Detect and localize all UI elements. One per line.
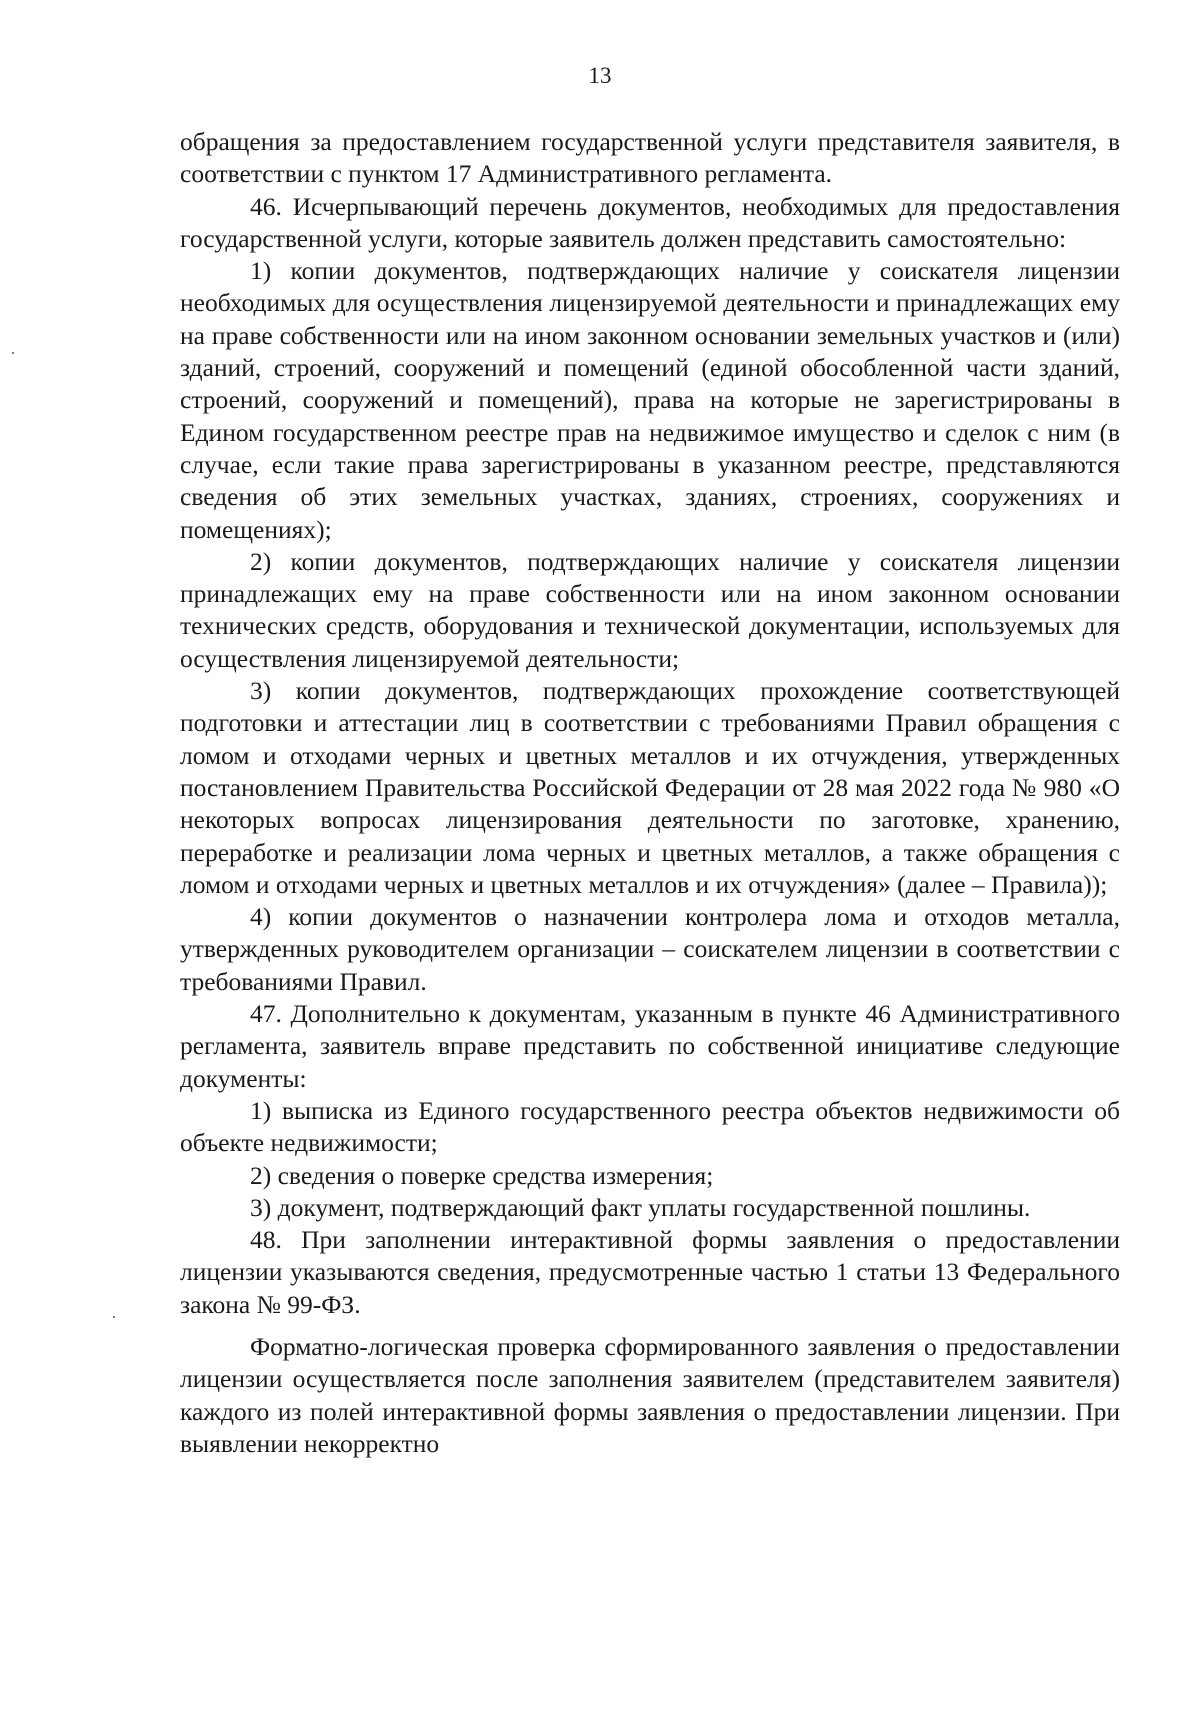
scan-speck [113, 1316, 115, 1318]
list-item-47-3: 3) документ, подтверждающий факт уплаты государственной пошлины. [250, 1192, 1031, 1222]
list-item-47-2: 2) сведения о поверке средства измерения; [250, 1160, 714, 1190]
paragraph-continuation: обращения за предоставлением государственной услуги представителя заявителя, в соответствии с пунктом 17 Административного регламента. [180, 127, 1120, 189]
paragraph-format-check: Форматно-логическая проверка сформированного заявления о предоставлении лицензии осуществляется после заполнения заявителем (представителем заявителя) каждого из полей интерактивной формы заявления о предоставлении лицензии. При выявлении некорректно [180, 1331, 1120, 1458]
paragraph-48: 48. При заполнении интерактивной формы заявления о предоставлении лицензии указываются сведения, предусмотренные частью 1 статьи 13 Федерального закона № 99-ФЗ. [180, 1225, 1120, 1319]
list-item-46-4: 4) копии документов о назначении контролера лома и отходов металла, утвержденных руководителем организации – соискателем лицензии в соответствии с требованиями Правил. [180, 902, 1120, 996]
list-item-46-1: 1) копии документов, подтверждающих наличие у соискателя лицензии необходимых для осуществления лицензируемой деятельности и принадлежащих ему на праве собственности или на ином законном основании земельных участков и (или) зданий, строений, сооружений и помещений (единой обособленной части зданий, строений, сооружений и помещений), права на которые не зарегистрированы в Едином государственном реестре прав на недвижимое имущество и сделок с ним (в случае, если такие права зарегистрированы в указанном реестре, представляются сведения об этих земельных участках, зданиях, строениях, сооружениях и помещениях); [180, 256, 1120, 544]
page-number: 13 [588, 63, 612, 88]
list-item-46-3: 3) копии документов, подтверждающих прохождение соответствующей подготовки и аттестации лиц в соответствии с требованиями Правил обращения с ломом и отходами черных и цветных металлов и их отчуждения, утвержденных постановлением Правительства Российской Федерации от 28 мая 2022 года № 980 «О некоторых вопросах лицензирования деятельности по заготовке, хранению, переработке и реализации лома черных и цветных металлов, а также обращения с ломом и отходами черных и цветных металлов и их отчуждения» (далее – Правила)); [180, 676, 1120, 899]
paragraph-46: 46. Исчерпывающий перечень документов, необходимых для предоставления государственной услуги, которые заявитель должен представить самостоятельно: [180, 191, 1120, 253]
list-item-47-1: 1) выписка из Единого государственного реестра объектов недвижимости об объекте недвижимости; [180, 1095, 1120, 1158]
paragraph-47: 47. Дополнительно к документам, указанным в пункте 46 Административного регламента, заявитель вправе представить по собственной инициативе следующие документы: [180, 999, 1120, 1093]
list-item-46-2: 2) копии документов, подтверждающих наличие у соискателя лицензии принадлежащих ему на праве собственности или на ином законном основании технических средств, оборудования и технической документации, используемых для осуществления лицензируемой деятельности; [180, 546, 1120, 673]
document-body [180, 126, 1120, 1460]
scan-speck [12, 352, 14, 354]
